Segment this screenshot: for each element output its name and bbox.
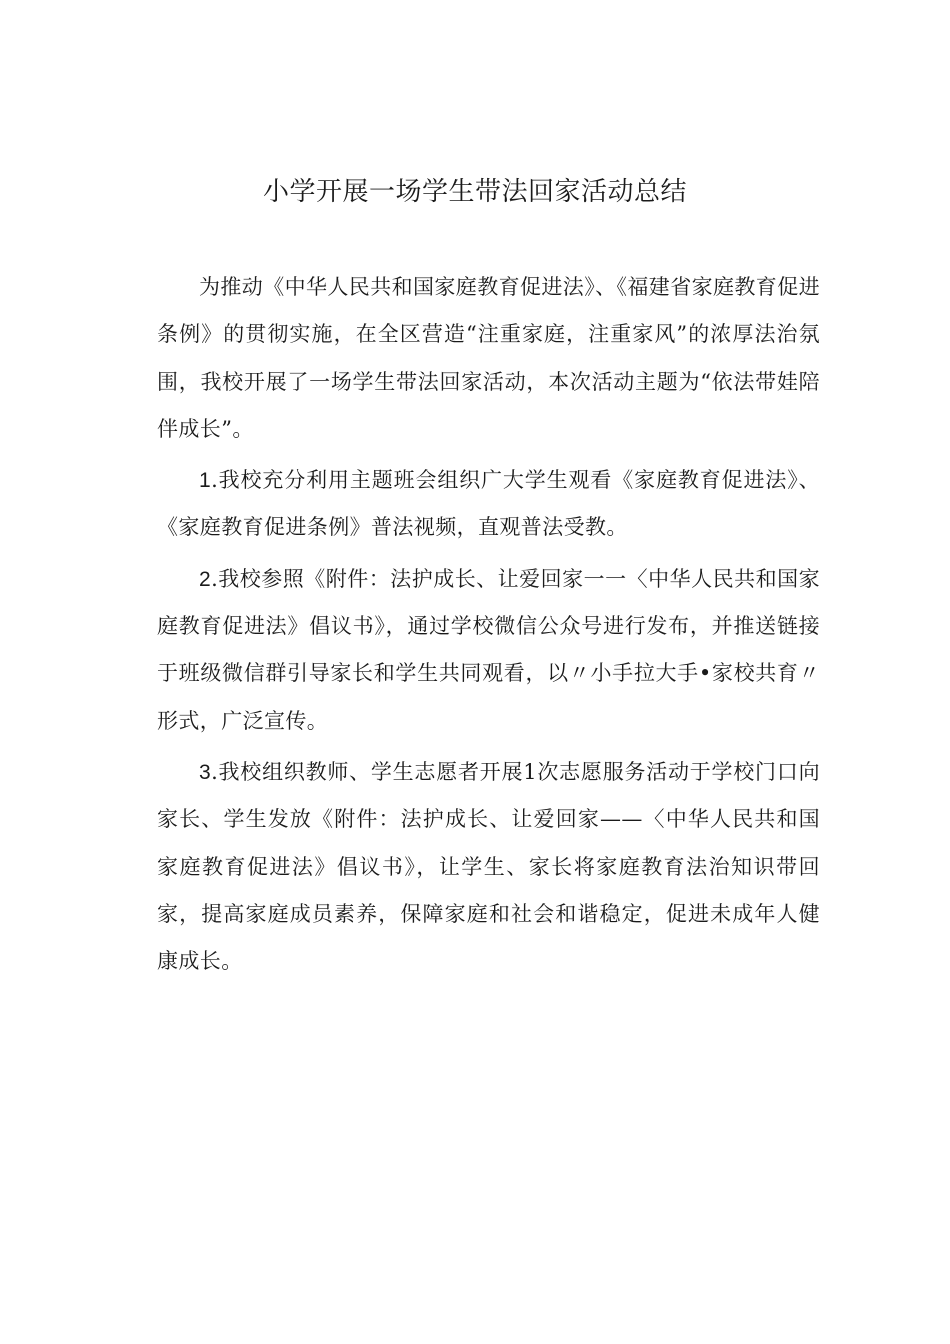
item-paragraph-2 <box>157 556 820 745</box>
paragraph-text: .我校组织教师、学生志愿者开展1次志愿服务活动于学校门口向家长、学生发放《附件：法护成长、让爱回家——〈中华人民共和国家庭教育促进法》倡议书》，让学生、家长将家庭教育法治知识带回家，提高家庭成员素养，保障家庭和社会和谐稳定，促进未成年人健康成长。 <box>157 759 820 974</box>
item-number: 2 <box>199 567 212 591</box>
item-paragraph-1 <box>157 457 820 552</box>
document-body <box>157 264 820 989</box>
item-number: 3 <box>199 760 212 784</box>
document-title: 小学开展一场学生带法回家活动总结 <box>262 177 687 207</box>
item-paragraph-3 <box>157 749 820 985</box>
paragraph-text: 为推动《中华人民共和国家庭教育促进法》、《福建省家庭教育促进条例》的贯彻实施，在全区营造“注重家庭，注重家风”的浓厚法治氛围，我校开展了一场学生带法回家活动，本次活动主题为“依法带娃陪伴成长”。 <box>157 275 820 441</box>
intro-paragraph <box>157 264 820 453</box>
paragraph-text: .我校充分利用主题班会组织广大学生观看《家庭教育促进法》、《家庭教育促进条例》普法视频，直观普法受教。 <box>157 468 820 540</box>
item-number: 1 <box>199 469 212 493</box>
paragraph-text: .我校参照《附件：法护成长、让爱回家一一〈中华人民共和国家庭教育促进法》倡议书》，通过学校微信公众号进行发布，并推送链接于班级微信群引导家长和学生共同观看，以〃小手拉大手•家校共育〃形式，广泛宣传。 <box>157 566 820 733</box>
